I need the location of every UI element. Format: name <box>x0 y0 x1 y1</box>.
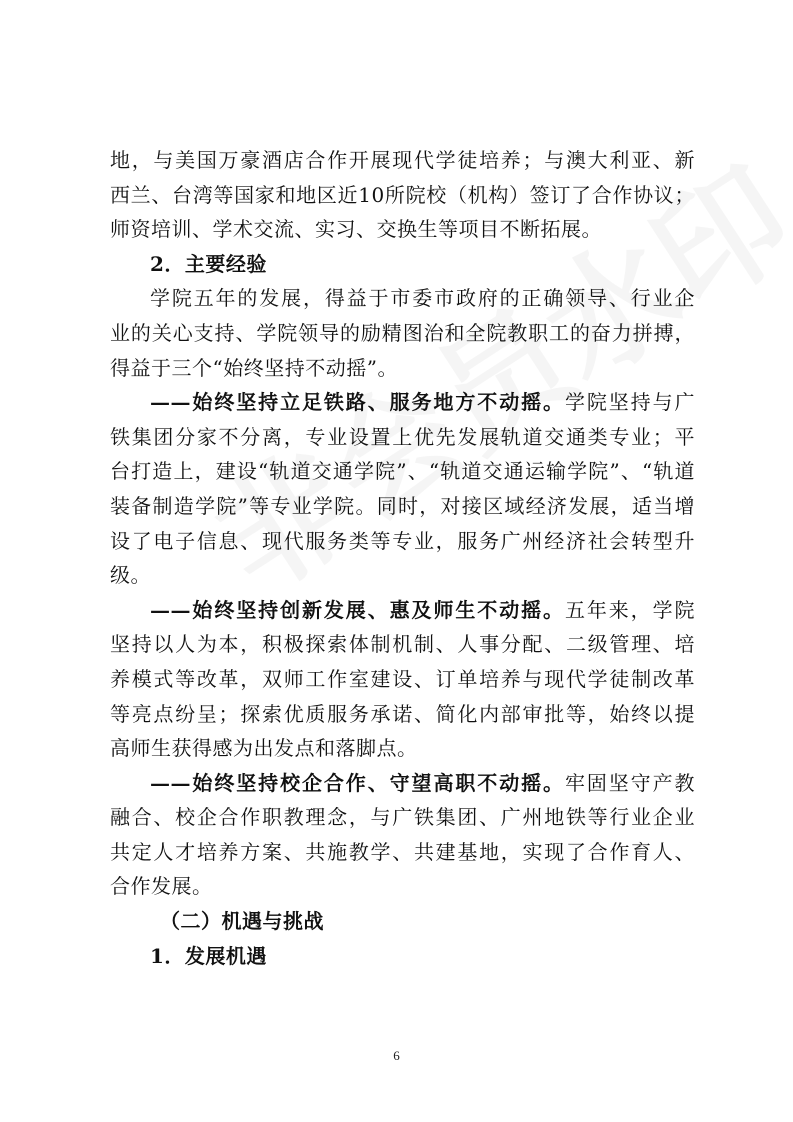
bold-lead: ——始终坚持立足铁路、服务地方不动摇。 <box>150 390 565 415</box>
paragraph-line: 得益于三个“始终坚持不动摇”。 <box>110 355 398 380</box>
document-body <box>110 143 695 973</box>
paragraph-line: 地，与美国万豪酒店合作开展现代学徒培养；与澳大利亚、新 <box>110 148 695 172</box>
paragraph-line: 高师生获得感为出发点和落脚点。 <box>110 736 418 761</box>
section-heading: 1．发展机遇 <box>150 943 267 968</box>
section-heading: （二）机遇与挑战 <box>160 909 324 934</box>
paragraph-line: 养模式等改革，双师工作室建设、订单培养与现代学徒制改革 <box>110 666 695 691</box>
line-rest: 学院坚持与广 <box>564 390 696 415</box>
paragraph-line: 等亮点纷呈；探索优质服务承诺、简化内部审批等，始终以提 <box>110 701 695 726</box>
section-heading: 2．主要经验 <box>150 251 267 276</box>
bold-lead: ——始终坚持校企合作、守望高职不动摇。 <box>150 770 565 795</box>
paragraph-line: 融合、校企合作职教理念，与广铁集团、广州地铁等行业企业 <box>110 805 695 830</box>
paragraph-line <box>110 385 695 420</box>
paragraph-line <box>110 766 695 801</box>
paragraph-line: 业的关心支持、学院领导的励精图治和全院教职工的奋力拼搏， <box>110 320 695 345</box>
paragraph-line: 台打造上，建设“轨道交通学院”、“轨道交通运输学院”、“轨道 <box>110 459 695 484</box>
paragraph-line: 铁集团分家不分离，专业设置上优先发展轨道交通类专业；平 <box>110 424 695 449</box>
paragraph-line: 共定人才培养方案、共施教学、共建基地，实现了合作育人、 <box>110 839 695 864</box>
paragraph-line: 学院五年的发展，得益于市委市政府的正确领导、行业企 <box>150 286 695 311</box>
paragraph-line: 师资培训、学术交流、实习、交换生等项目不断拓展。 <box>110 217 602 242</box>
line-rest: 五年来，学院 <box>564 597 696 622</box>
paragraph-line: 合作发展。 <box>110 874 213 899</box>
page-number: 6 <box>393 1048 400 1063</box>
paragraph-line: 西兰、台湾等国家和地区近10所院校（机构）签订了合作协议； <box>110 182 695 207</box>
paragraph-line <box>110 593 695 628</box>
line-rest: 牢固坚守产教 <box>564 770 696 795</box>
bold-lead: ——始终坚持创新发展、惠及师生不动摇。 <box>150 597 565 622</box>
paragraph-line: 坚持以人为本，积极探索体制机制、人事分配、二级管理、培 <box>110 632 695 657</box>
paragraph-line: 装备制造学院”等专业学院。同时，对接区域经济发展，适当增 <box>110 493 695 518</box>
paragraph-line: 设了电子信息、现代服务类等专业，服务广州经济社会转型升 <box>110 528 695 553</box>
paragraph-line: 级。 <box>110 563 151 588</box>
